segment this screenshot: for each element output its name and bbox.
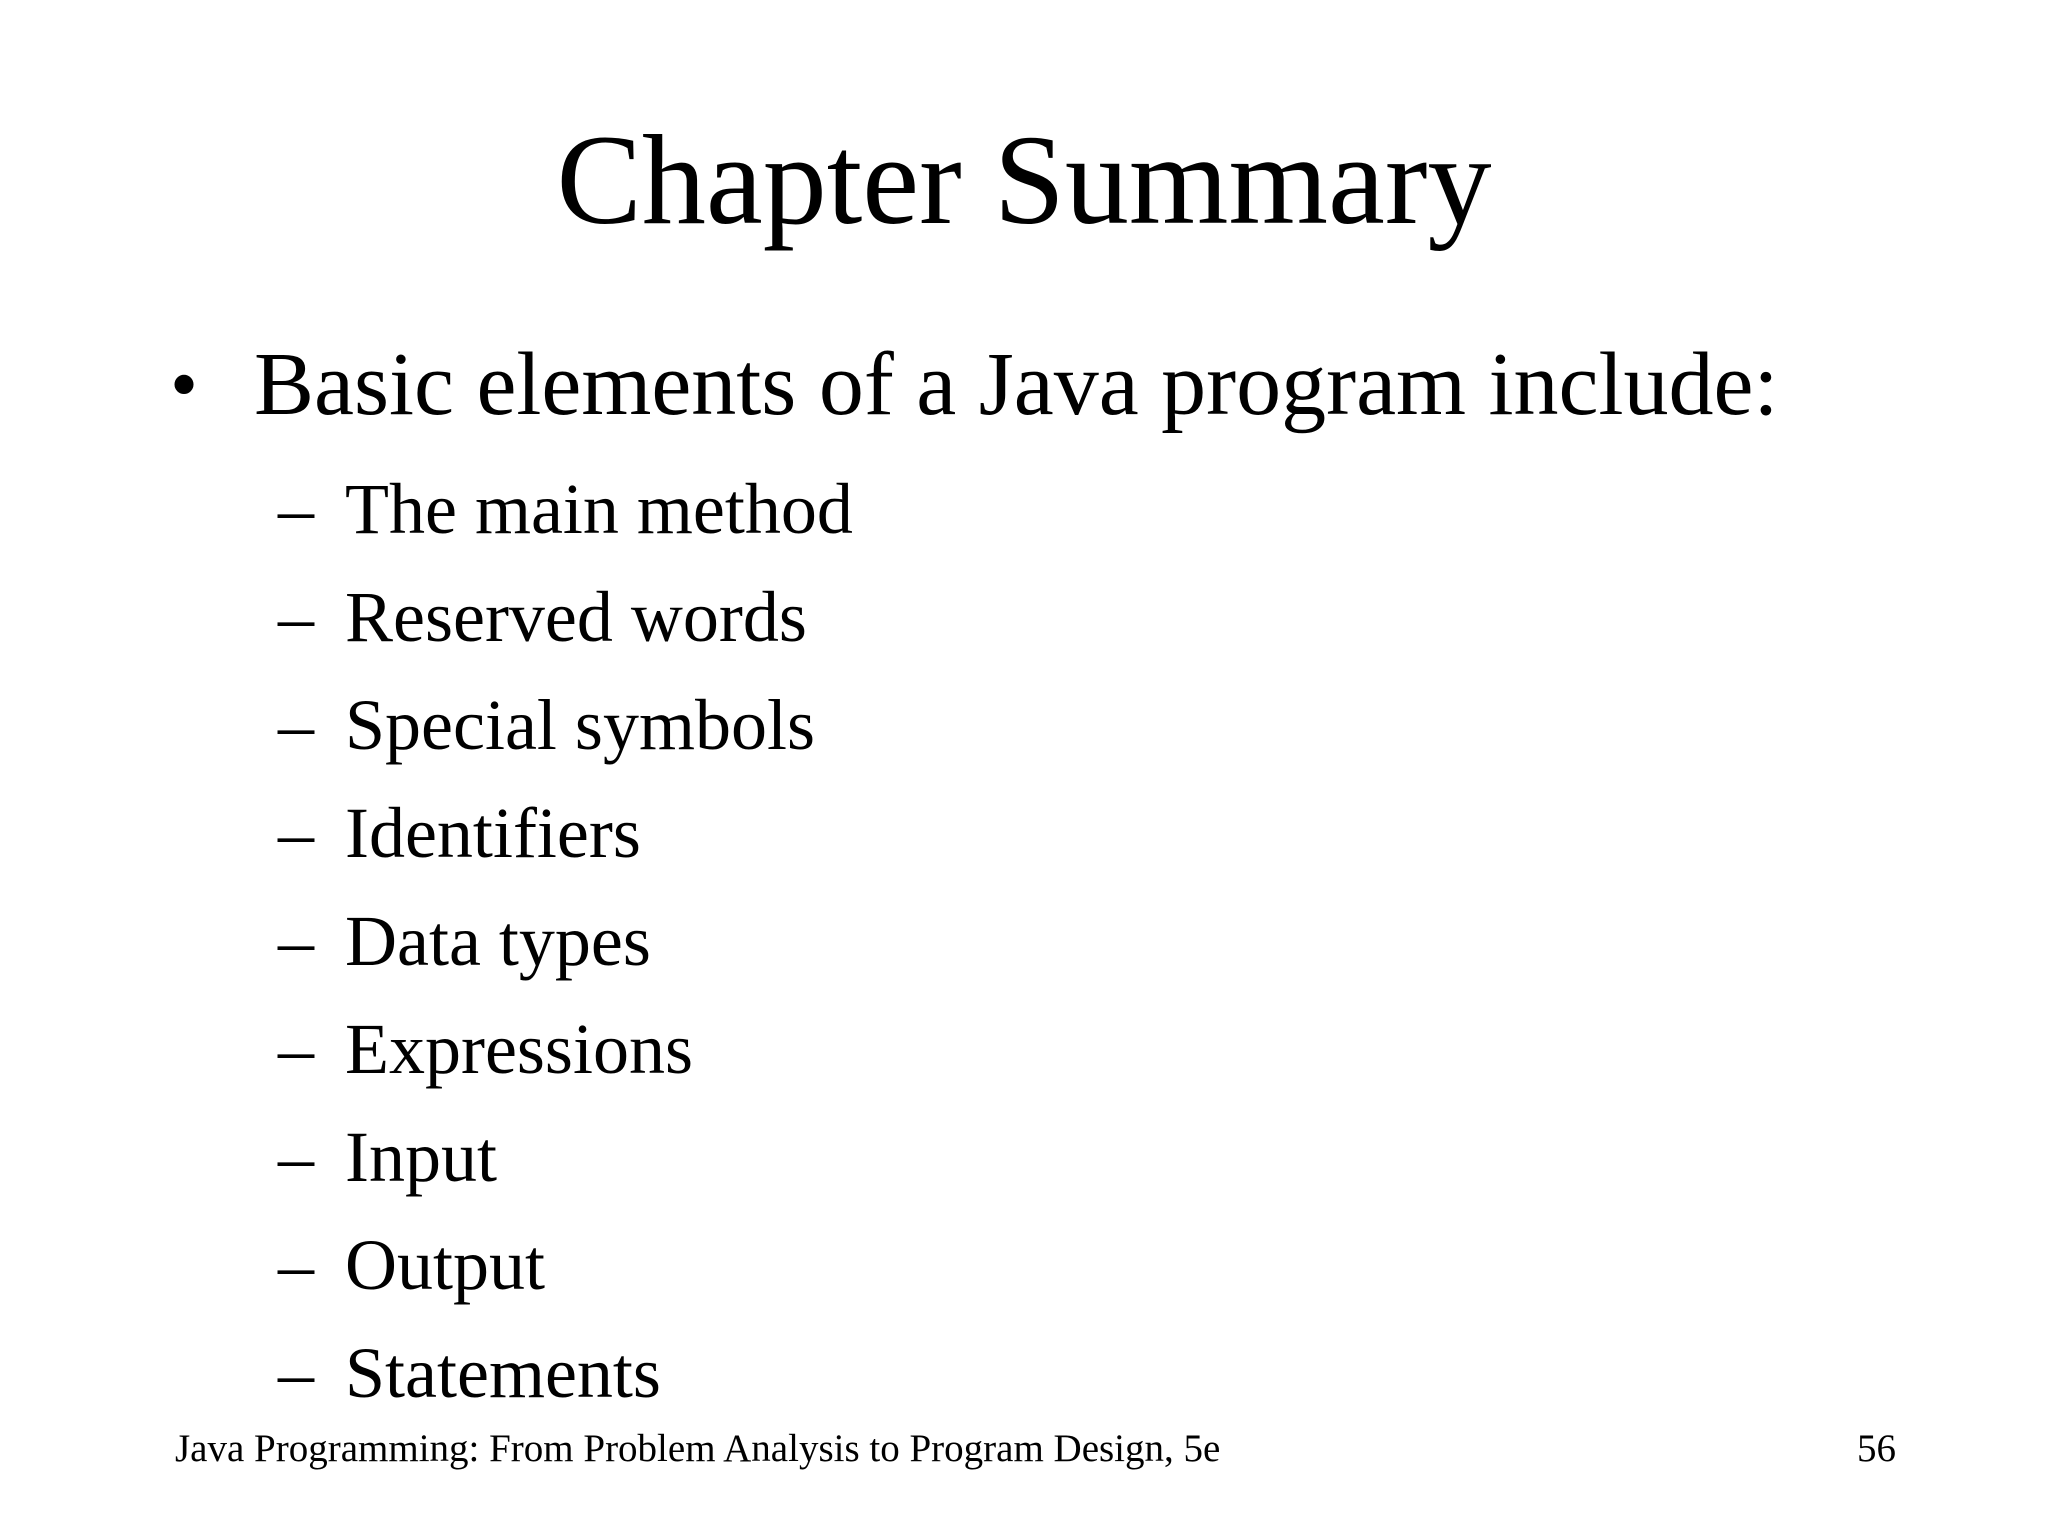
sub-bullet-text: The main method xyxy=(345,469,853,549)
sub-bullet-list xyxy=(278,455,1678,1427)
sub-bullet-text: Special symbols xyxy=(345,685,815,765)
main-bullet xyxy=(170,330,1778,440)
sub-bullet-text: Expressions xyxy=(345,1009,693,1089)
dash-icon: – xyxy=(278,469,314,549)
sub-bullet-text: Reserved words xyxy=(345,577,807,657)
dash-icon: – xyxy=(278,793,314,873)
main-bullet-text: Basic elements of a Java program include: xyxy=(254,335,1779,434)
sub-bullet-text: Identifiers xyxy=(345,793,641,873)
sub-bullet-item xyxy=(278,671,1678,779)
slide-title: Chapter Summary xyxy=(556,109,1492,251)
dash-icon: – xyxy=(278,1117,314,1197)
sub-bullet-text: Statements xyxy=(345,1333,661,1413)
sub-bullet-item xyxy=(278,995,1678,1103)
sub-bullet-item xyxy=(278,1103,1678,1211)
sub-bullet-item xyxy=(278,1211,1678,1319)
dash-icon: – xyxy=(278,1225,314,1305)
page-number: 56 xyxy=(1857,1427,1896,1470)
dash-icon: – xyxy=(278,901,314,981)
sub-bullet-text: Output xyxy=(345,1225,546,1305)
sub-bullet-text: Data types xyxy=(345,901,651,981)
dash-icon: – xyxy=(278,577,314,657)
bullet-icon: • xyxy=(170,341,199,429)
sub-bullet-item xyxy=(278,779,1678,887)
dash-icon: – xyxy=(278,1333,314,1413)
dash-icon: – xyxy=(278,1009,314,1089)
dash-icon: – xyxy=(278,685,314,765)
sub-bullet-item xyxy=(278,563,1678,671)
footer-book-title: Java Programming: From Problem Analysis to Program Design, 5e xyxy=(175,1427,1221,1470)
sub-bullet-text: Input xyxy=(345,1117,497,1197)
sub-bullet-item xyxy=(278,455,1678,563)
sub-bullet-item xyxy=(278,887,1678,995)
sub-bullet-item xyxy=(278,1319,1678,1427)
